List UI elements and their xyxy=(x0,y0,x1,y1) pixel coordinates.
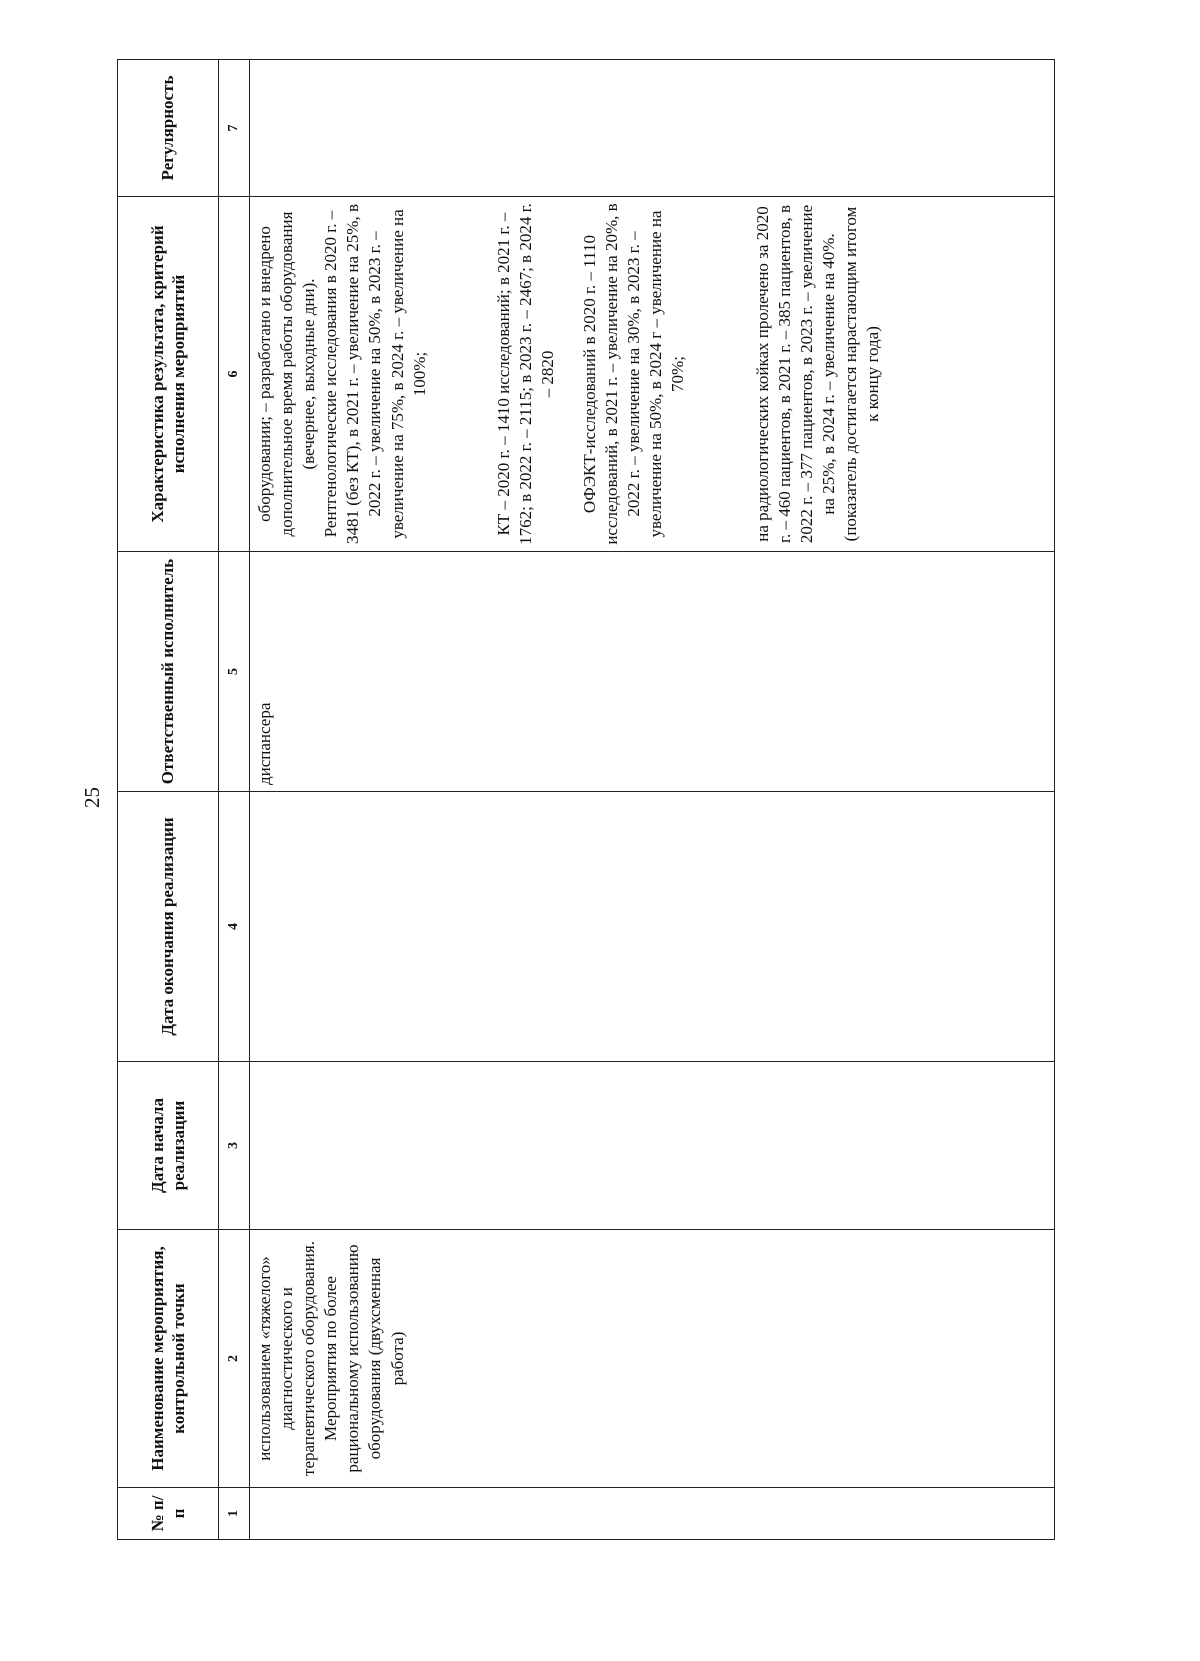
column-number: 7 xyxy=(219,60,250,197)
cell-activity-name: использованием «тяжелого» диагностического и терапевтического оборудования. Мероприятия по более рациональному использованию оборудования (двухсменная работа) xyxy=(250,1230,1055,1488)
header-number: № п/п xyxy=(118,1488,219,1540)
header-responsible: Ответственный исполнитель xyxy=(118,552,219,792)
column-number: 5 xyxy=(219,552,250,792)
plan-table xyxy=(117,59,1055,1540)
cell-responsible: диспансера xyxy=(250,552,1055,792)
column-number: 6 xyxy=(219,197,250,552)
result-intro-text: оборудовании; – разработано и внедрено дополнительное время работы оборудования (вечернее, выходные дни). xyxy=(255,211,319,537)
page-number: 25 xyxy=(80,787,104,808)
cell-regularity xyxy=(250,60,1055,197)
header-start-date: Дата начала реализации xyxy=(118,1062,219,1230)
column-number: 4 xyxy=(219,792,250,1062)
column-number-row xyxy=(219,60,250,1540)
result-spect-text: ОФЭКТ-исследований в 2020 г. – 1110 исследований, в 2021 г. – увеличение на 20%, в 2022 г. – увеличение на 30%, в 2023 г. – увеличение на 50%, в 2024 г – увеличение на 70%; xyxy=(580,203,688,545)
header-end-date: Дата окончания реализации xyxy=(118,792,219,1062)
table-row xyxy=(250,60,1055,1540)
result-ct-text: КТ – 2020 г. – 1410 исследований; в 2021 г. – 1762; в 2022 г. – 2115; в 2023 г. – 2467; в 2024 г. – 2820 xyxy=(493,203,557,545)
result-xray-text: Рентгенологические исследования в 2020 г. – 3481 (без КТ), в 2021 г. – увеличение на 25%, в 2022 г. – увеличение на 50%, в 2023 г. – увеличение на 75%, в 2024 г. – увеличение на 100%; xyxy=(321,204,429,544)
column-number: 1 xyxy=(219,1488,250,1540)
header-result-characteristic: Характеристика результата, критерий исполнения мероприятий xyxy=(118,197,219,552)
column-number: 3 xyxy=(219,1062,250,1230)
result-radiology-beds-text: на радиологических койках пролечено за 2020 г. – 460 пациентов, в 2021 г. – 385 пациентов, в 2022 г. – 377 пациентов, в 2023 г. – увеличение на 25%, в 2024 г. – увеличение на 40%. (показатель достигается нарастающим итогом к концу года) xyxy=(752,204,882,544)
header-regularity: Регулярность xyxy=(118,60,219,197)
header-row xyxy=(118,60,219,1540)
header-activity-name: Наименование мероприятия, контрольной точки xyxy=(118,1230,219,1488)
cell-result-characteristic xyxy=(250,197,1055,552)
cell-end-date xyxy=(250,792,1055,1062)
cell-start-date xyxy=(250,1062,1055,1230)
cell-number xyxy=(250,1488,1055,1540)
column-number: 2 xyxy=(219,1230,250,1488)
